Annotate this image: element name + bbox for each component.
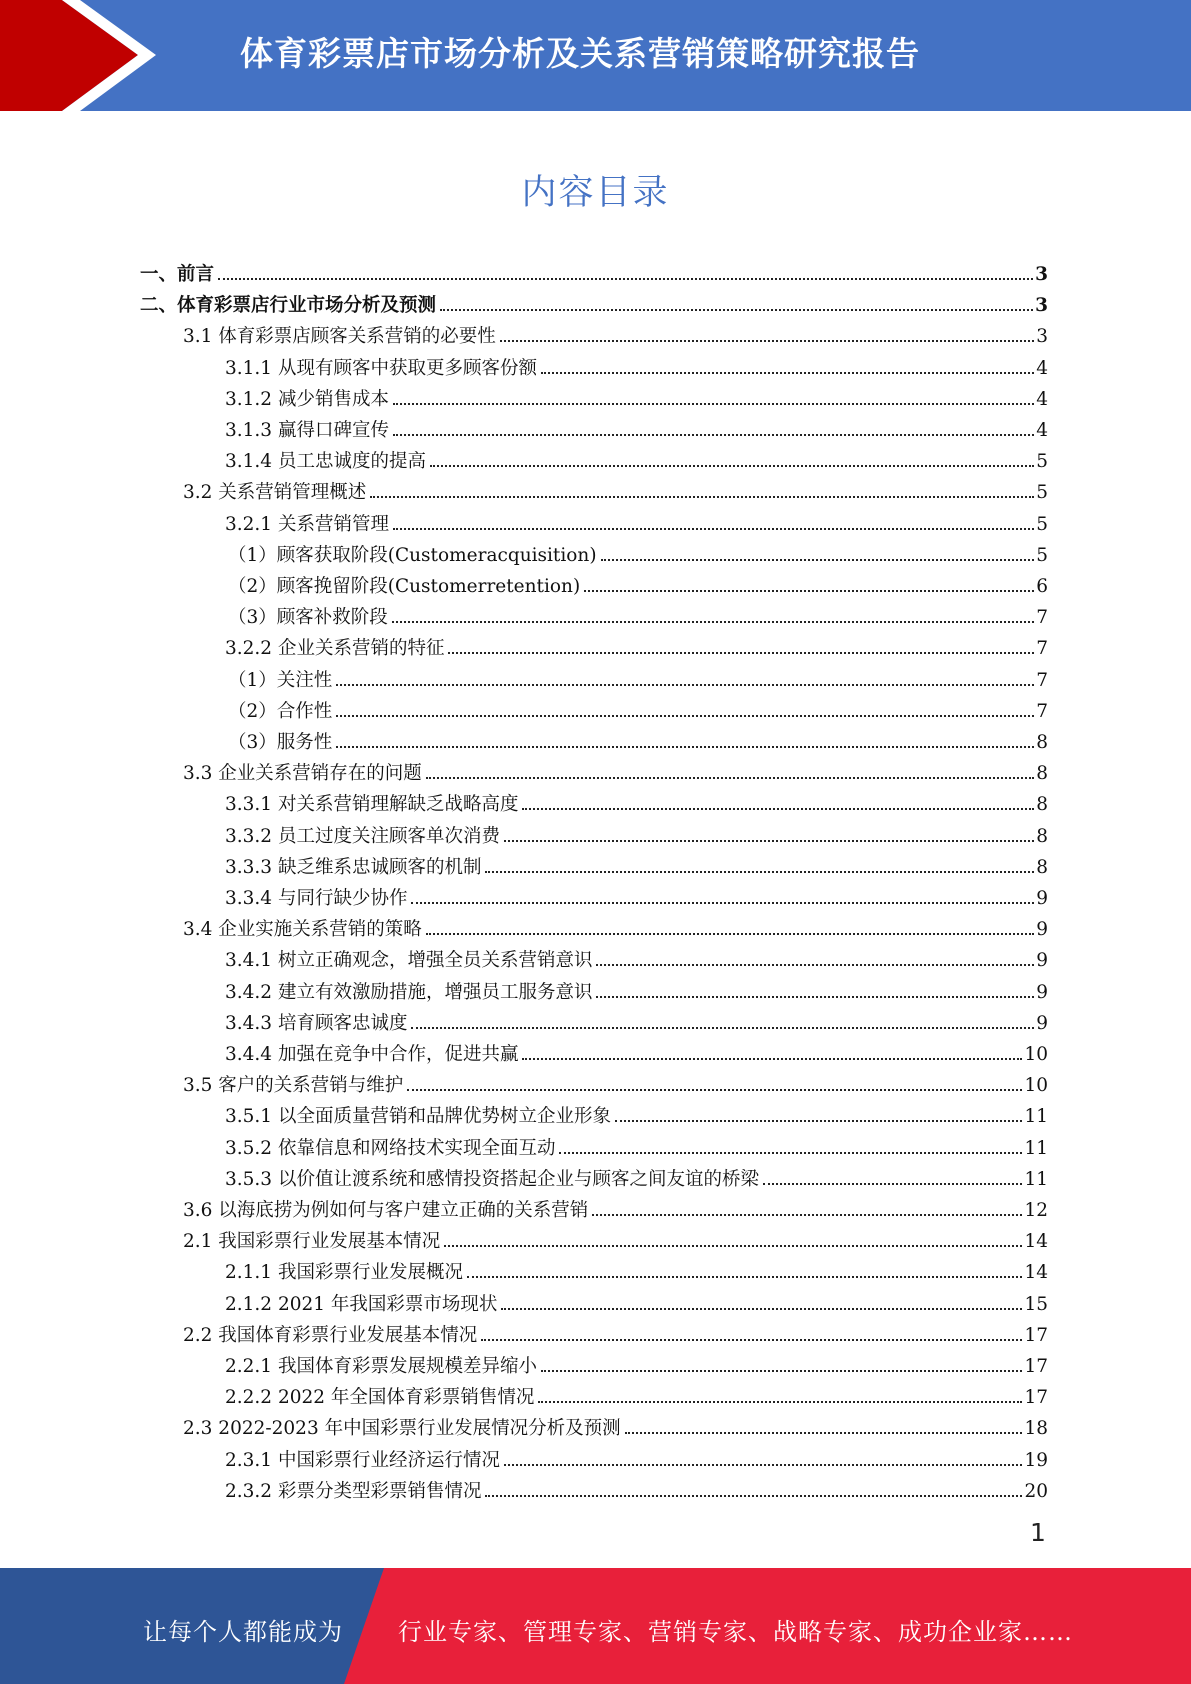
toc-dot-leader (625, 1432, 1023, 1434)
toc-entry[interactable] (183, 910, 1048, 941)
toc-dot-leader (426, 933, 1034, 935)
toc-entry-label: 3.1.3 赢得口碑宣传 (225, 420, 389, 441)
toc-entry-page: 17 (1024, 1387, 1048, 1409)
toc-entry-page: 7 (1036, 669, 1048, 691)
toc-entry[interactable] (225, 505, 1048, 536)
toc-entry-label: 3.2.1 关系营销管理 (225, 513, 389, 535)
toc-dot-leader (500, 340, 1034, 342)
toc-entry-page: 4 (1036, 357, 1048, 379)
toc-dot-leader (538, 1401, 1022, 1403)
header-banner (0, 0, 1191, 111)
toc-entry-label: 3.4.2 建立有效激励措施，增强员工服务意识 (225, 981, 593, 1003)
toc-entry-label: 3.3.4 与同行缺少协作 (225, 888, 408, 909)
toc-entry-page: 5 (1036, 544, 1048, 566)
toc-dot-leader (763, 1183, 1022, 1185)
toc-entry-label: 2.2.2 2022 年全国体育彩票销售情况 (225, 1387, 535, 1409)
toc-entry[interactable] (225, 973, 1048, 1004)
toc-entry[interactable] (228, 567, 1048, 598)
toc-entry[interactable] (225, 442, 1048, 473)
toc-entry-page: 14 (1024, 1231, 1048, 1253)
page-number: 1 (1030, 1518, 1046, 1547)
toc-entry-page: 3 (1036, 326, 1048, 348)
toc-dot-leader (485, 1495, 1022, 1497)
footer-slogan-left: 让每个人都能成为 (143, 1618, 343, 1646)
toc-entry[interactable] (228, 598, 1048, 629)
toc-entry[interactable] (225, 848, 1048, 879)
toc-entry-label: 2.1.2 2021 年我国彩票市场现状 (225, 1293, 498, 1315)
toc-entry[interactable] (225, 941, 1048, 972)
toc-entry[interactable] (225, 1253, 1048, 1284)
toc-entry-label: 2.2.1 我国体育彩票发展规模差异缩小 (225, 1356, 537, 1377)
toc-entry[interactable] (183, 1409, 1048, 1440)
toc-entry[interactable] (225, 1285, 1048, 1316)
toc-entry-label: 3.1.4 员工忠诚度的提高 (225, 451, 426, 473)
toc-entry-label: 二、体育彩票店行业市场分析及预测 (140, 295, 437, 317)
toc-dot-leader (504, 1464, 1022, 1466)
toc-entry-page: 9 (1036, 981, 1048, 1003)
toc-entry-label: （2）顾客挽留阶段(Customerretention) (228, 576, 581, 597)
toc-entry-page: 3 (1035, 264, 1048, 285)
toc-dot-leader (481, 1339, 1022, 1341)
toc-dot-leader (392, 621, 1034, 623)
toc-entry[interactable] (228, 661, 1048, 692)
toc-entry-page: 17 (1024, 1356, 1048, 1377)
toc-entry[interactable] (225, 785, 1048, 816)
toc-entry-page: 10 (1024, 1044, 1048, 1065)
toc-entry-label: 3.3.1 对关系营销理解缺乏战略高度 (225, 794, 519, 816)
toc-entry-label: 3.1.2 减少销售成本 (225, 388, 389, 410)
toc-dot-leader (393, 403, 1034, 405)
toc-dot-leader (541, 1370, 1022, 1372)
toc-entry-page: 8 (1036, 825, 1048, 847)
toc-entry[interactable] (225, 1378, 1048, 1409)
toc-dot-leader (411, 902, 1034, 904)
toc-entry[interactable] (183, 1066, 1048, 1097)
toc-entry-label: 3.2.2 企业关系营销的特征 (225, 638, 445, 660)
toc-entry-label: 2.1.1 我国彩票行业发展概况 (225, 1262, 463, 1284)
toc-dot-leader (426, 777, 1034, 779)
toc-dot-leader (336, 684, 1034, 686)
footer-slogan-right: 行业专家、管理专家、营销专家、战略专家、成功企业家…… (398, 1618, 1073, 1646)
toc-entry-label: 3.5.3 以价值让渡系统和感情投资搭起企业与顾客之间友谊的桥梁 (225, 1168, 759, 1190)
toc-entry[interactable] (225, 1441, 1048, 1472)
toc-entry[interactable] (140, 286, 1048, 317)
toc-entry-page: 14 (1024, 1262, 1048, 1284)
toc-entry-page: 19 (1024, 1449, 1048, 1471)
toc-entry-page: 3 (1035, 295, 1048, 317)
toc-dot-leader (541, 372, 1034, 374)
toc-entry-page: 5 (1036, 451, 1048, 473)
toc-entry[interactable] (183, 1191, 1048, 1222)
header-title: 体育彩票店市场分析及关系营销策略研究报告 (240, 34, 920, 73)
toc-entry-label: 3.4.1 树立正确观念，增强全员关系营销意识 (225, 950, 593, 972)
toc-entry[interactable] (225, 1347, 1048, 1378)
toc-entry-page: 8 (1036, 794, 1048, 816)
toc-entry-page: 11 (1024, 1137, 1048, 1159)
toc-entry-page: 9 (1036, 950, 1048, 972)
toc-dot-leader (444, 1245, 1022, 1247)
toc-entry-page: 9 (1036, 888, 1048, 909)
toc-entry-label: 3.1 体育彩票店顾客关系营销的必要性 (183, 326, 496, 348)
toc-entry-page: 7 (1036, 638, 1048, 660)
toc-dot-leader (485, 871, 1034, 873)
toc-entry-page: 20 (1024, 1480, 1048, 1502)
toc-dot-leader (440, 309, 1033, 311)
toc-dot-leader (592, 1214, 1022, 1216)
toc-entry[interactable] (228, 692, 1048, 723)
toc-entry-page: 7 (1036, 607, 1048, 629)
toc-entry[interactable] (225, 380, 1048, 411)
toc-dot-leader (336, 715, 1034, 717)
toc-entry-label: 3.6 以海底捞为例如何与客户建立正确的关系营销 (183, 1200, 589, 1221)
toc-entry-label: 3.5 客户的关系营销与维护 (183, 1075, 404, 1097)
toc-entry-label: 3.4 企业实施关系营销的策略 (183, 919, 422, 941)
toc-dot-leader (448, 652, 1034, 654)
toc-entry-page: 8 (1036, 732, 1048, 753)
toc-entry-page: 9 (1036, 919, 1048, 941)
toc-entry[interactable] (183, 317, 1048, 348)
toc-entry-label: （1）关注性 (228, 669, 333, 691)
toc-entry-label: 3.3.2 员工过度关注顾客单次消费 (225, 825, 500, 847)
toc-dot-leader (601, 559, 1035, 561)
toc-entry[interactable] (225, 879, 1048, 910)
toc-entry-label: 3.5.2 依靠信息和网络技术实现全面互动 (225, 1137, 556, 1159)
toc-entry-page: 10 (1024, 1075, 1048, 1097)
toc-dot-leader (615, 1120, 1022, 1122)
toc-entry[interactable] (225, 1160, 1048, 1191)
toc-entry-label: 3.1.1 从现有顾客中获取更多顾客份额 (225, 357, 537, 379)
toc-entry-page: 5 (1036, 513, 1048, 535)
toc-entry-label: 2.1 我国彩票行业发展基本情况 (183, 1231, 441, 1253)
toc-entry-label: （2）合作性 (228, 700, 333, 722)
toc-entry[interactable] (183, 1316, 1048, 1347)
toc-entry[interactable] (228, 536, 1048, 567)
toc-entry-label: 3.4.3 培育顾客忠诚度 (225, 1012, 408, 1034)
toc-entry[interactable] (228, 723, 1048, 754)
toc-entry-label: 2.3 2022-2023 年中国彩票行业发展情况分析及预测 (183, 1418, 621, 1440)
toc-entry[interactable] (183, 473, 1048, 504)
toc-entry-page: 18 (1024, 1418, 1048, 1440)
toc-entry-label: （3）顾客补救阶段 (228, 607, 388, 629)
toc-entry-label: 3.5.1 以全面质量营销和品牌优势树立企业形象 (225, 1106, 611, 1128)
toc-entry-label: 一、前言 (140, 264, 215, 285)
toc-dot-leader (584, 590, 1034, 592)
toc-entry-label: 2.2 我国体育彩票行业发展基本情况 (183, 1324, 478, 1346)
toc-entry-label: 3.3.3 缺乏维系忠诚顾客的机制 (225, 856, 482, 878)
toc-entry-page: 9 (1036, 1012, 1048, 1034)
toc-entry-page: 6 (1036, 576, 1048, 597)
toc-dot-leader (559, 1152, 1022, 1154)
toc-dot-leader (393, 434, 1034, 436)
toc-entry[interactable] (225, 817, 1048, 848)
toc-dot-leader (393, 528, 1034, 530)
toc-entry-label: （3）服务性 (228, 732, 333, 753)
toc-dot-leader (522, 1058, 1022, 1060)
toc-entry-label: 2.3.1 中国彩票行业经济运行情况 (225, 1449, 500, 1471)
toc-entry-page: 4 (1036, 420, 1048, 441)
toc-dot-leader (522, 808, 1034, 810)
toc-dot-leader (218, 278, 1033, 280)
toc-entry[interactable] (225, 1472, 1048, 1503)
toc-entry-label: 3.3 企业关系营销存在的问题 (183, 763, 422, 785)
toc-heading: 内容目录 (521, 173, 670, 213)
toc-dot-leader (411, 1027, 1034, 1029)
toc-entry-label: 3.4.4 加强在竞争中合作，促进共赢 (225, 1044, 519, 1065)
toc-dot-leader (370, 496, 1034, 498)
toc-entry[interactable] (225, 1129, 1048, 1160)
toc-entry-page: 15 (1024, 1293, 1048, 1315)
toc-dot-leader (467, 1276, 1022, 1278)
toc-entry[interactable] (225, 1035, 1048, 1066)
toc-dot-leader (430, 465, 1034, 467)
toc-entry[interactable] (183, 754, 1048, 785)
toc-entry[interactable] (140, 255, 1048, 286)
toc-entry-page: 8 (1036, 763, 1048, 785)
toc-dot-leader (336, 746, 1034, 748)
toc-entry[interactable] (225, 1004, 1048, 1035)
toc-dot-leader (407, 1089, 1022, 1091)
toc-entry-page: 11 (1024, 1106, 1048, 1128)
toc-dot-leader (596, 964, 1034, 966)
toc-entry-page: 11 (1024, 1168, 1048, 1190)
toc-entry[interactable] (225, 411, 1048, 442)
toc-entry-page: 7 (1036, 700, 1048, 722)
toc-dot-leader (501, 1308, 1022, 1310)
toc-entry-label: 2.3.2 彩票分类型彩票销售情况 (225, 1480, 482, 1502)
toc-entry[interactable] (225, 1097, 1048, 1128)
toc-entry-label: 3.2 关系营销管理概述 (183, 482, 367, 504)
toc-entry[interactable] (225, 349, 1048, 380)
toc-dot-leader (596, 996, 1034, 998)
toc-entry-page: 12 (1024, 1200, 1048, 1221)
toc-entry-page: 5 (1036, 482, 1048, 504)
toc-entry-page: 17 (1024, 1324, 1048, 1346)
toc-entry-page: 4 (1036, 388, 1048, 410)
toc-dot-leader (504, 840, 1034, 842)
toc-entry-label: （1）顾客获取阶段(Customeracquisition) (228, 544, 597, 566)
toc-entry-page: 8 (1036, 856, 1048, 878)
toc-entry[interactable] (225, 629, 1048, 660)
toc-entry[interactable] (183, 1222, 1048, 1253)
